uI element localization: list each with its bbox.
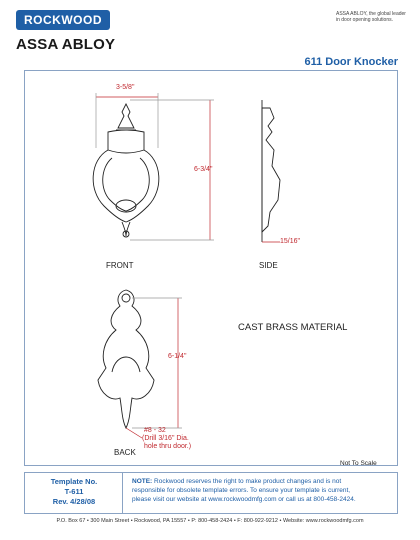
note-line3: please visit our website at www.rockwoodmfg.com or call us at 800-458-2424.	[132, 496, 356, 503]
footer-divider	[122, 472, 123, 514]
drill-spec-line2: (Drill 3/16" Dia.	[142, 435, 189, 442]
strike-pad	[116, 200, 136, 212]
front-view-drawing	[93, 104, 159, 237]
tagline-line: in door opening solutions.	[336, 17, 393, 23]
product-title: 611 Door Knocker	[304, 56, 398, 68]
back-view-label: BACK	[114, 448, 136, 457]
front-width-dimension: 3-5/8"	[116, 84, 135, 91]
side-depth-dimension: 15/16"	[280, 238, 301, 245]
rockwood-logo: ROCKWOOD	[16, 10, 110, 30]
tagline-line: ASSA ABLOY, the global leader	[336, 11, 406, 17]
front-top-plate	[108, 130, 144, 153]
back-height-dimension: 6-1/4"	[168, 353, 187, 360]
scale-note: Not To Scale	[340, 460, 377, 467]
company-address: P.O. Box 67 • 300 Main Street • Rockwood, PA 15557 • P: 800-458-2424 • F: 800-922-9212 • Website: www.rockwoodmfg.com	[56, 518, 364, 524]
finial-shape	[118, 104, 134, 128]
template-info	[26, 477, 122, 507]
template-revision: Rev. 4/28/08	[52, 497, 96, 506]
assa-abloy-logo: ASSA ABLOY	[16, 36, 116, 53]
front-view-label: FRONT	[106, 261, 134, 270]
drill-leader	[126, 428, 142, 438]
back-inner-arch	[112, 357, 140, 372]
back-plate-outline	[98, 290, 154, 428]
side-profile	[262, 108, 280, 232]
back-view-drawing	[98, 290, 154, 428]
drill-spec-line1: #8 - 32	[144, 427, 166, 434]
template-label: Template No.	[50, 477, 98, 486]
note-line2: responsible for obsolete template errors. To ensure your template is current,	[132, 487, 351, 494]
side-view-drawing	[262, 100, 280, 242]
template-number: T-611	[64, 487, 84, 496]
note-line1: Rockwood reserves the right to make product changes and is not	[152, 478, 342, 485]
knocker-ring-inner	[103, 158, 150, 211]
side-view-label: SIDE	[259, 261, 278, 270]
back-mount-hole	[122, 294, 130, 302]
front-height-dimension: 6-3/4"	[194, 166, 213, 173]
footer-note	[132, 477, 394, 504]
material-note: CAST BRASS MATERIAL	[238, 322, 348, 333]
drill-spec-line3: hole thru door.)	[144, 443, 192, 450]
note-prefix: NOTE:	[132, 478, 153, 485]
